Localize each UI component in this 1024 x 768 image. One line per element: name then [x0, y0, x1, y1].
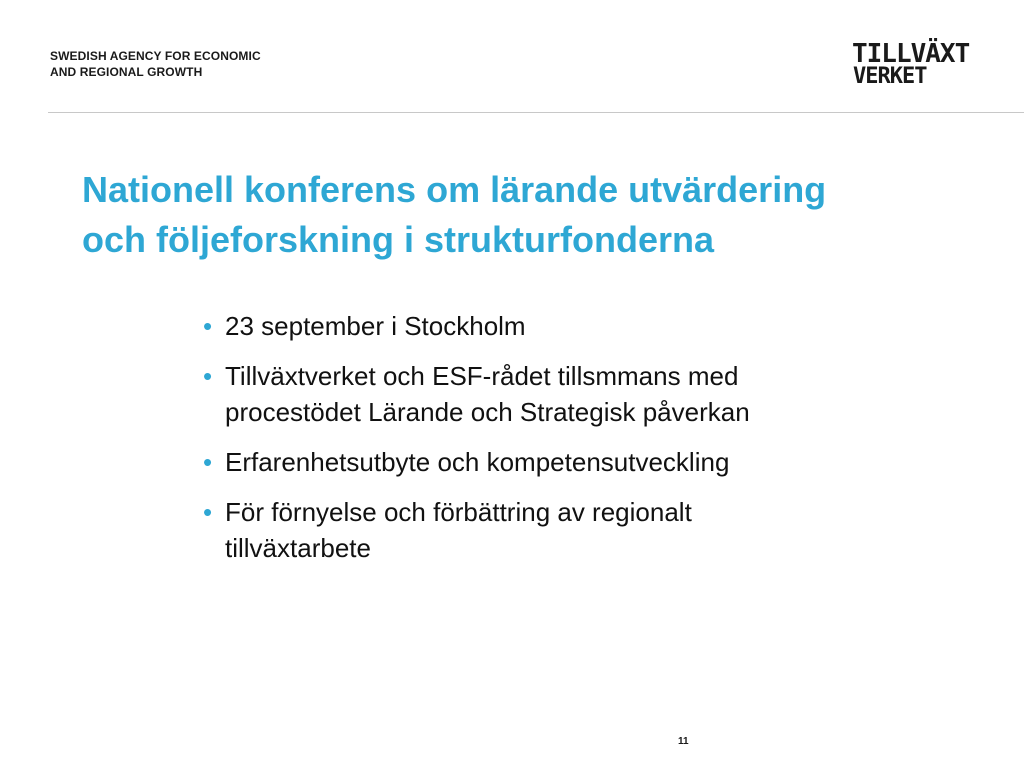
bullet-icon: •: [203, 361, 213, 391]
bullet-text-line2: procestödet Lärande och Strategisk påverkan: [225, 397, 750, 427]
logo-line2: VERKET: [853, 64, 927, 89]
agency-name: [50, 48, 261, 80]
logo-line1: TILLVÄXT: [852, 39, 970, 69]
bullet-text-line1: För förnyelse och förbättring av regionalt: [225, 497, 692, 527]
bullet-icon: •: [203, 447, 213, 477]
bullet-icon: •: [203, 497, 213, 527]
agency-name-line2: AND REGIONAL GROWTH: [50, 65, 203, 79]
bullet-icon: •: [203, 311, 213, 341]
tillvaxtverket-logo: [852, 40, 982, 92]
bullet-text: [225, 494, 998, 566]
bullet-item: [198, 494, 998, 566]
bullet-text-line1: Tillväxtverket och ESF-rådet tillsmmans med: [225, 361, 739, 391]
bullet-text: [225, 444, 998, 480]
slide-title: [82, 165, 1002, 265]
bullet-text-line1: 23 september i Stockholm: [225, 311, 526, 341]
page-number: 11: [678, 736, 689, 747]
bullet-text: [225, 308, 998, 344]
slide-title-line2: och följeforskning i strukturfonderna: [82, 219, 715, 260]
slide-title-line1: Nationell konferens om lärande utvärdering: [82, 169, 827, 210]
bullet-text: [225, 358, 998, 430]
agency-name-line1: SWEDISH AGENCY FOR ECONOMIC: [50, 49, 261, 63]
bullet-item: [198, 308, 998, 344]
bullet-item: [198, 358, 998, 430]
bullet-item: [198, 444, 998, 480]
header-divider: [48, 112, 1024, 113]
bullet-text-line1: Erfarenhetsutbyte och kompetensutveckling: [225, 447, 730, 477]
bullet-text-line2: tillväxtarbete: [225, 533, 371, 563]
bullet-list: [198, 308, 998, 580]
